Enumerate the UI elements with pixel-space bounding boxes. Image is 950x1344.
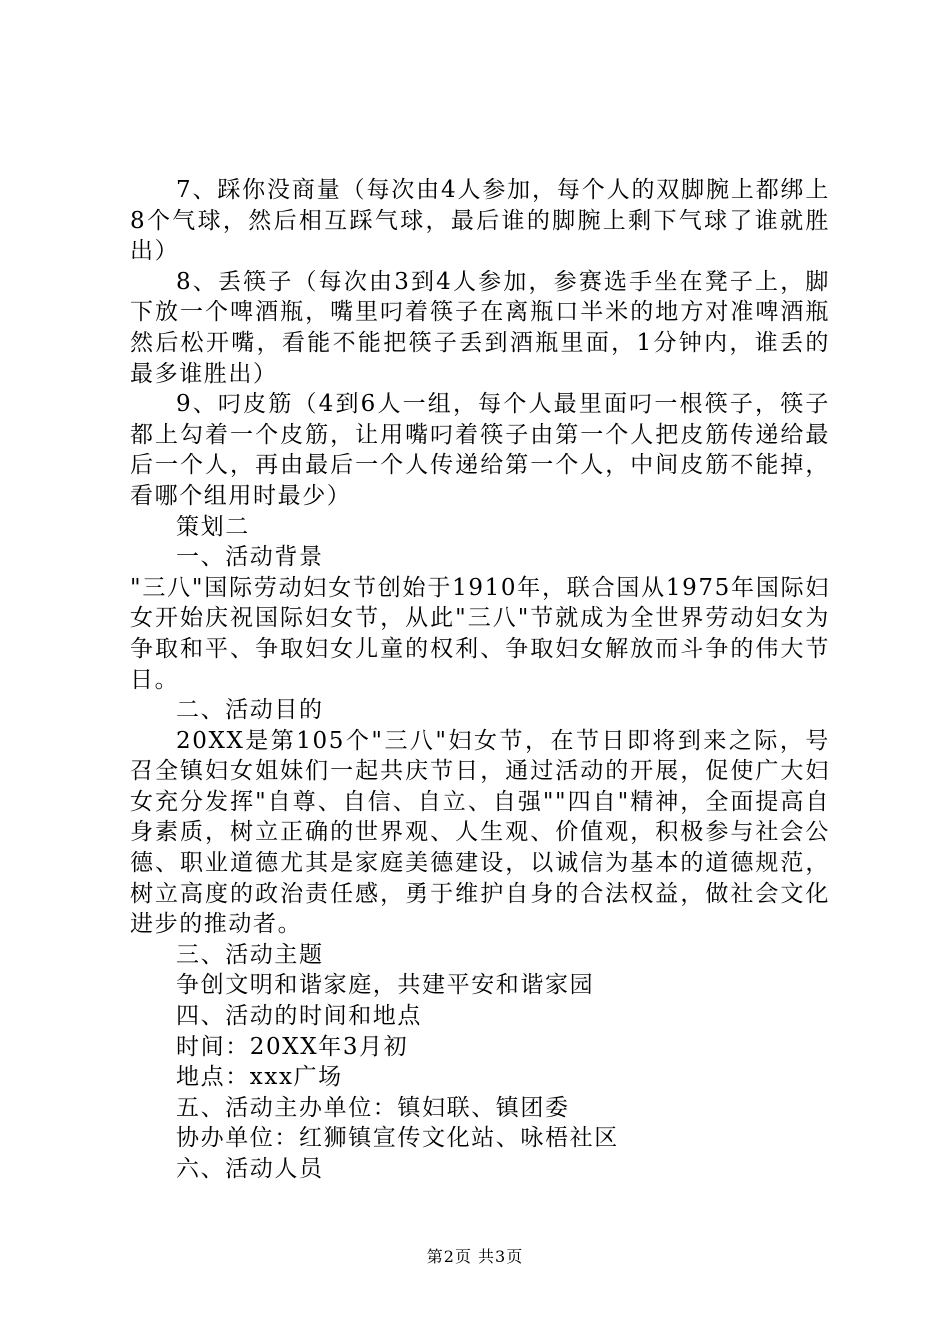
paragraph-game-9: 9、叼皮筋（4到6人一组，每个人最里面叼一根筷子，筷子都上勾着一个皮筋，让用嘴叼着筷子由第一个人把皮筋传递给最后一个人，再由最后一个人传递给第一个人，中间皮筋不能掉，看哪个组用时最少） — [130, 391, 830, 509]
heading-participants: 六、活动人员 — [176, 1156, 324, 1182]
page-number-footer: 第2页 共3页 — [426, 1247, 524, 1266]
paragraph-time: 时间：20XX年3月初 — [176, 1033, 409, 1060]
heading-activity-purpose: 二、活动目的 — [176, 697, 324, 724]
paragraph-activity-purpose: 20XX是第105个"三八"妇女节，在节日即将到来之际，号召全镇妇女姐妹们一起共庆节日，通过活动的开展，促使广大妇女充分发挥"自尊、自信、自立、自强""四自"精神，全面提高自身素质，树立正确的世界观、人生观、价值观，积极参与社会公德、职业道德尤其是家庭美德建设，以诚信为基本的道德规范，树立高度的政治责任感，勇于维护自身的合法权益，做社会文化进步的推动者。 — [130, 727, 830, 938]
heading-activity-background: 一、活动背景 — [176, 544, 324, 571]
paragraph-game-7: 7、踩你没商量（每次由4人参加，每个人的双脚腕上都绑上8个气球，然后相互踩气球，最后谁的脚腕上剩下气球了谁就胜出） — [130, 177, 830, 265]
document-body — [130, 175, 830, 1185]
paragraph-activity-background: "三八"国际劳动妇女节创始于1910年，联合国从1975年国际妇女开始庆祝国际妇女节，从此"三八"节就成为全世界劳动妇女为争取和平、争取妇女儿童的权利、争取妇女解放而斗争的伟大节日。 — [130, 574, 830, 693]
paragraph-co-organizers: 协办单位：红狮镇宣传文化站、咏梧社区 — [176, 1125, 619, 1152]
paragraph-place: 地点：xxx广场 — [176, 1064, 343, 1091]
section-title-plan-two: 策划二 — [176, 513, 250, 540]
heading-activity-theme: 三、活动主题 — [176, 941, 324, 968]
paragraph-activity-theme: 争创文明和谐家庭，共建平安和谐家园 — [176, 972, 595, 999]
paragraph-game-8: 8、丢筷子（每次由3到4人参加，参赛选手坐在凳子上，脚下放一个啤酒瓶，嘴里叼着筷子在离瓶口半米的地方对准啤酒瓶然后松开嘴，看能不能把筷子丢到酒瓶里面，1分钟内，谁丢的最多谁胜出） — [130, 268, 830, 387]
heading-time-and-place: 四、活动的时间和地点 — [176, 1003, 422, 1030]
heading-organizers: 五、活动主办单位：镇妇联、镇团委 — [176, 1094, 570, 1121]
